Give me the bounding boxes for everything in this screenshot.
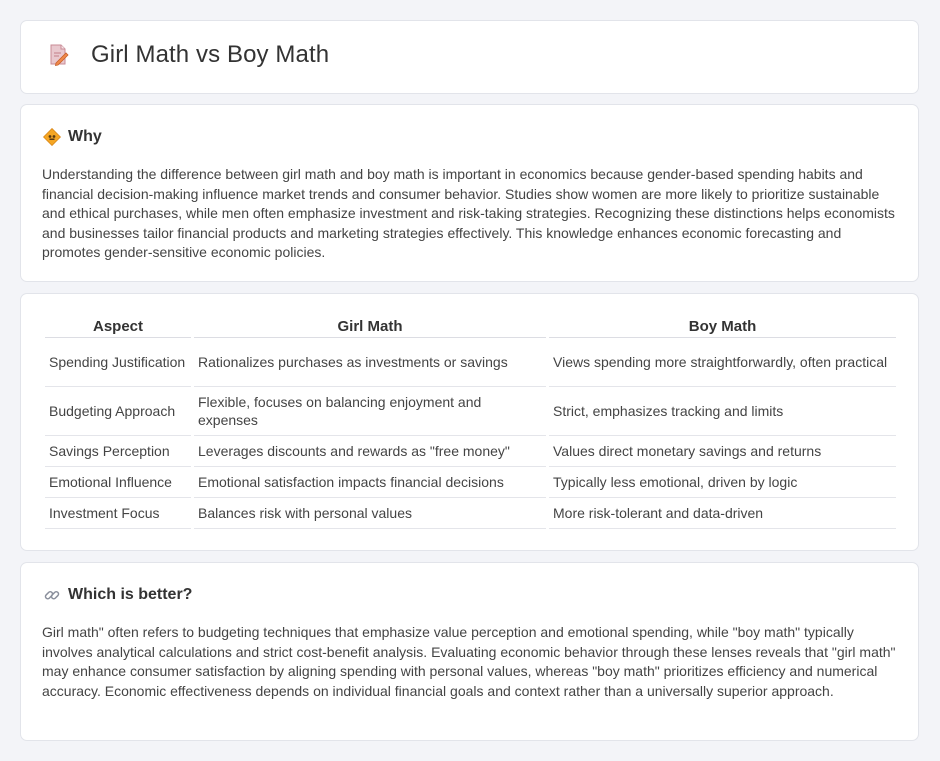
girl-math-cell: Rationalizes purchases as investments or savings xyxy=(194,338,546,387)
comparison-table-card xyxy=(20,293,919,551)
boy-math-cell: Typically less emotional, driven by logic xyxy=(549,467,896,498)
aspect-cell: Spending Justification xyxy=(45,338,191,387)
table-row xyxy=(45,387,896,436)
diamond-sign-icon xyxy=(43,128,61,146)
document-pencil-icon xyxy=(47,43,71,67)
girl-math-cell: Flexible, focuses on balancing enjoyment and expenses xyxy=(194,387,546,436)
page-title: Girl Math vs Boy Math xyxy=(91,41,330,68)
header-aspect: Aspect xyxy=(45,316,191,338)
aspect-cell: Investment Focus xyxy=(45,498,191,529)
why-body: Understanding the difference between girl math and boy math is important in economics because gender-based spending habits and financial decision-making influence market trends and consumer behavior. Studies show women are more likely to prioritize sustainable and ethical purchases, while men often emphasize investment and risk-taking strategies. Recognizing these distinctions helps economists and businesses tailor financial products and marketing strategies effectively. This knowledge enhances economic forecasting and promotes gender-sensitive economic policies. xyxy=(42,166,895,260)
boy-math-cell: Views spending more straightforwardly, often practical xyxy=(549,338,896,387)
link-icon xyxy=(43,586,61,604)
which-is-better-section xyxy=(20,562,919,741)
table-row xyxy=(45,338,896,387)
aspect-cell: Budgeting Approach xyxy=(45,387,191,436)
why-section xyxy=(20,104,919,282)
aspect-cell: Savings Perception xyxy=(45,436,191,467)
which-is-better-body: Girl math" often refers to budgeting techniques that emphasize value perception and emotional spending, while "boy math" typically involves analytical calculations and strict cost-benefit analysis. Evaluating economic behavior through these lenses reveals that "girl math" may enhance consumer satisfaction by aligning spending with personal values, whereas "boy math" prioritizes efficiency and numerical accuracy. Economic effectiveness depends on individual financial goals and context rather than a universally superior approach. xyxy=(42,624,896,699)
boy-math-cell: More risk-tolerant and data-driven xyxy=(549,498,896,529)
which-is-better-title: Which is better? xyxy=(68,586,193,603)
table-header-row xyxy=(45,316,896,338)
table-row xyxy=(45,498,896,529)
table-row xyxy=(45,467,896,498)
header-girl-math: Girl Math xyxy=(194,316,546,338)
girl-math-cell: Balances risk with personal values xyxy=(194,498,546,529)
why-title: Why xyxy=(68,128,102,145)
boy-math-cell: Values direct monetary savings and returns xyxy=(549,436,896,467)
comparison-table xyxy=(42,316,899,529)
header-card xyxy=(20,20,919,94)
table-row xyxy=(45,436,896,467)
girl-math-cell: Leverages discounts and rewards as "free money" xyxy=(194,436,546,467)
aspect-cell: Emotional Influence xyxy=(45,467,191,498)
header-boy-math: Boy Math xyxy=(549,316,896,338)
girl-math-cell: Emotional satisfaction impacts financial decisions xyxy=(194,467,546,498)
boy-math-cell: Strict, emphasizes tracking and limits xyxy=(549,387,896,436)
